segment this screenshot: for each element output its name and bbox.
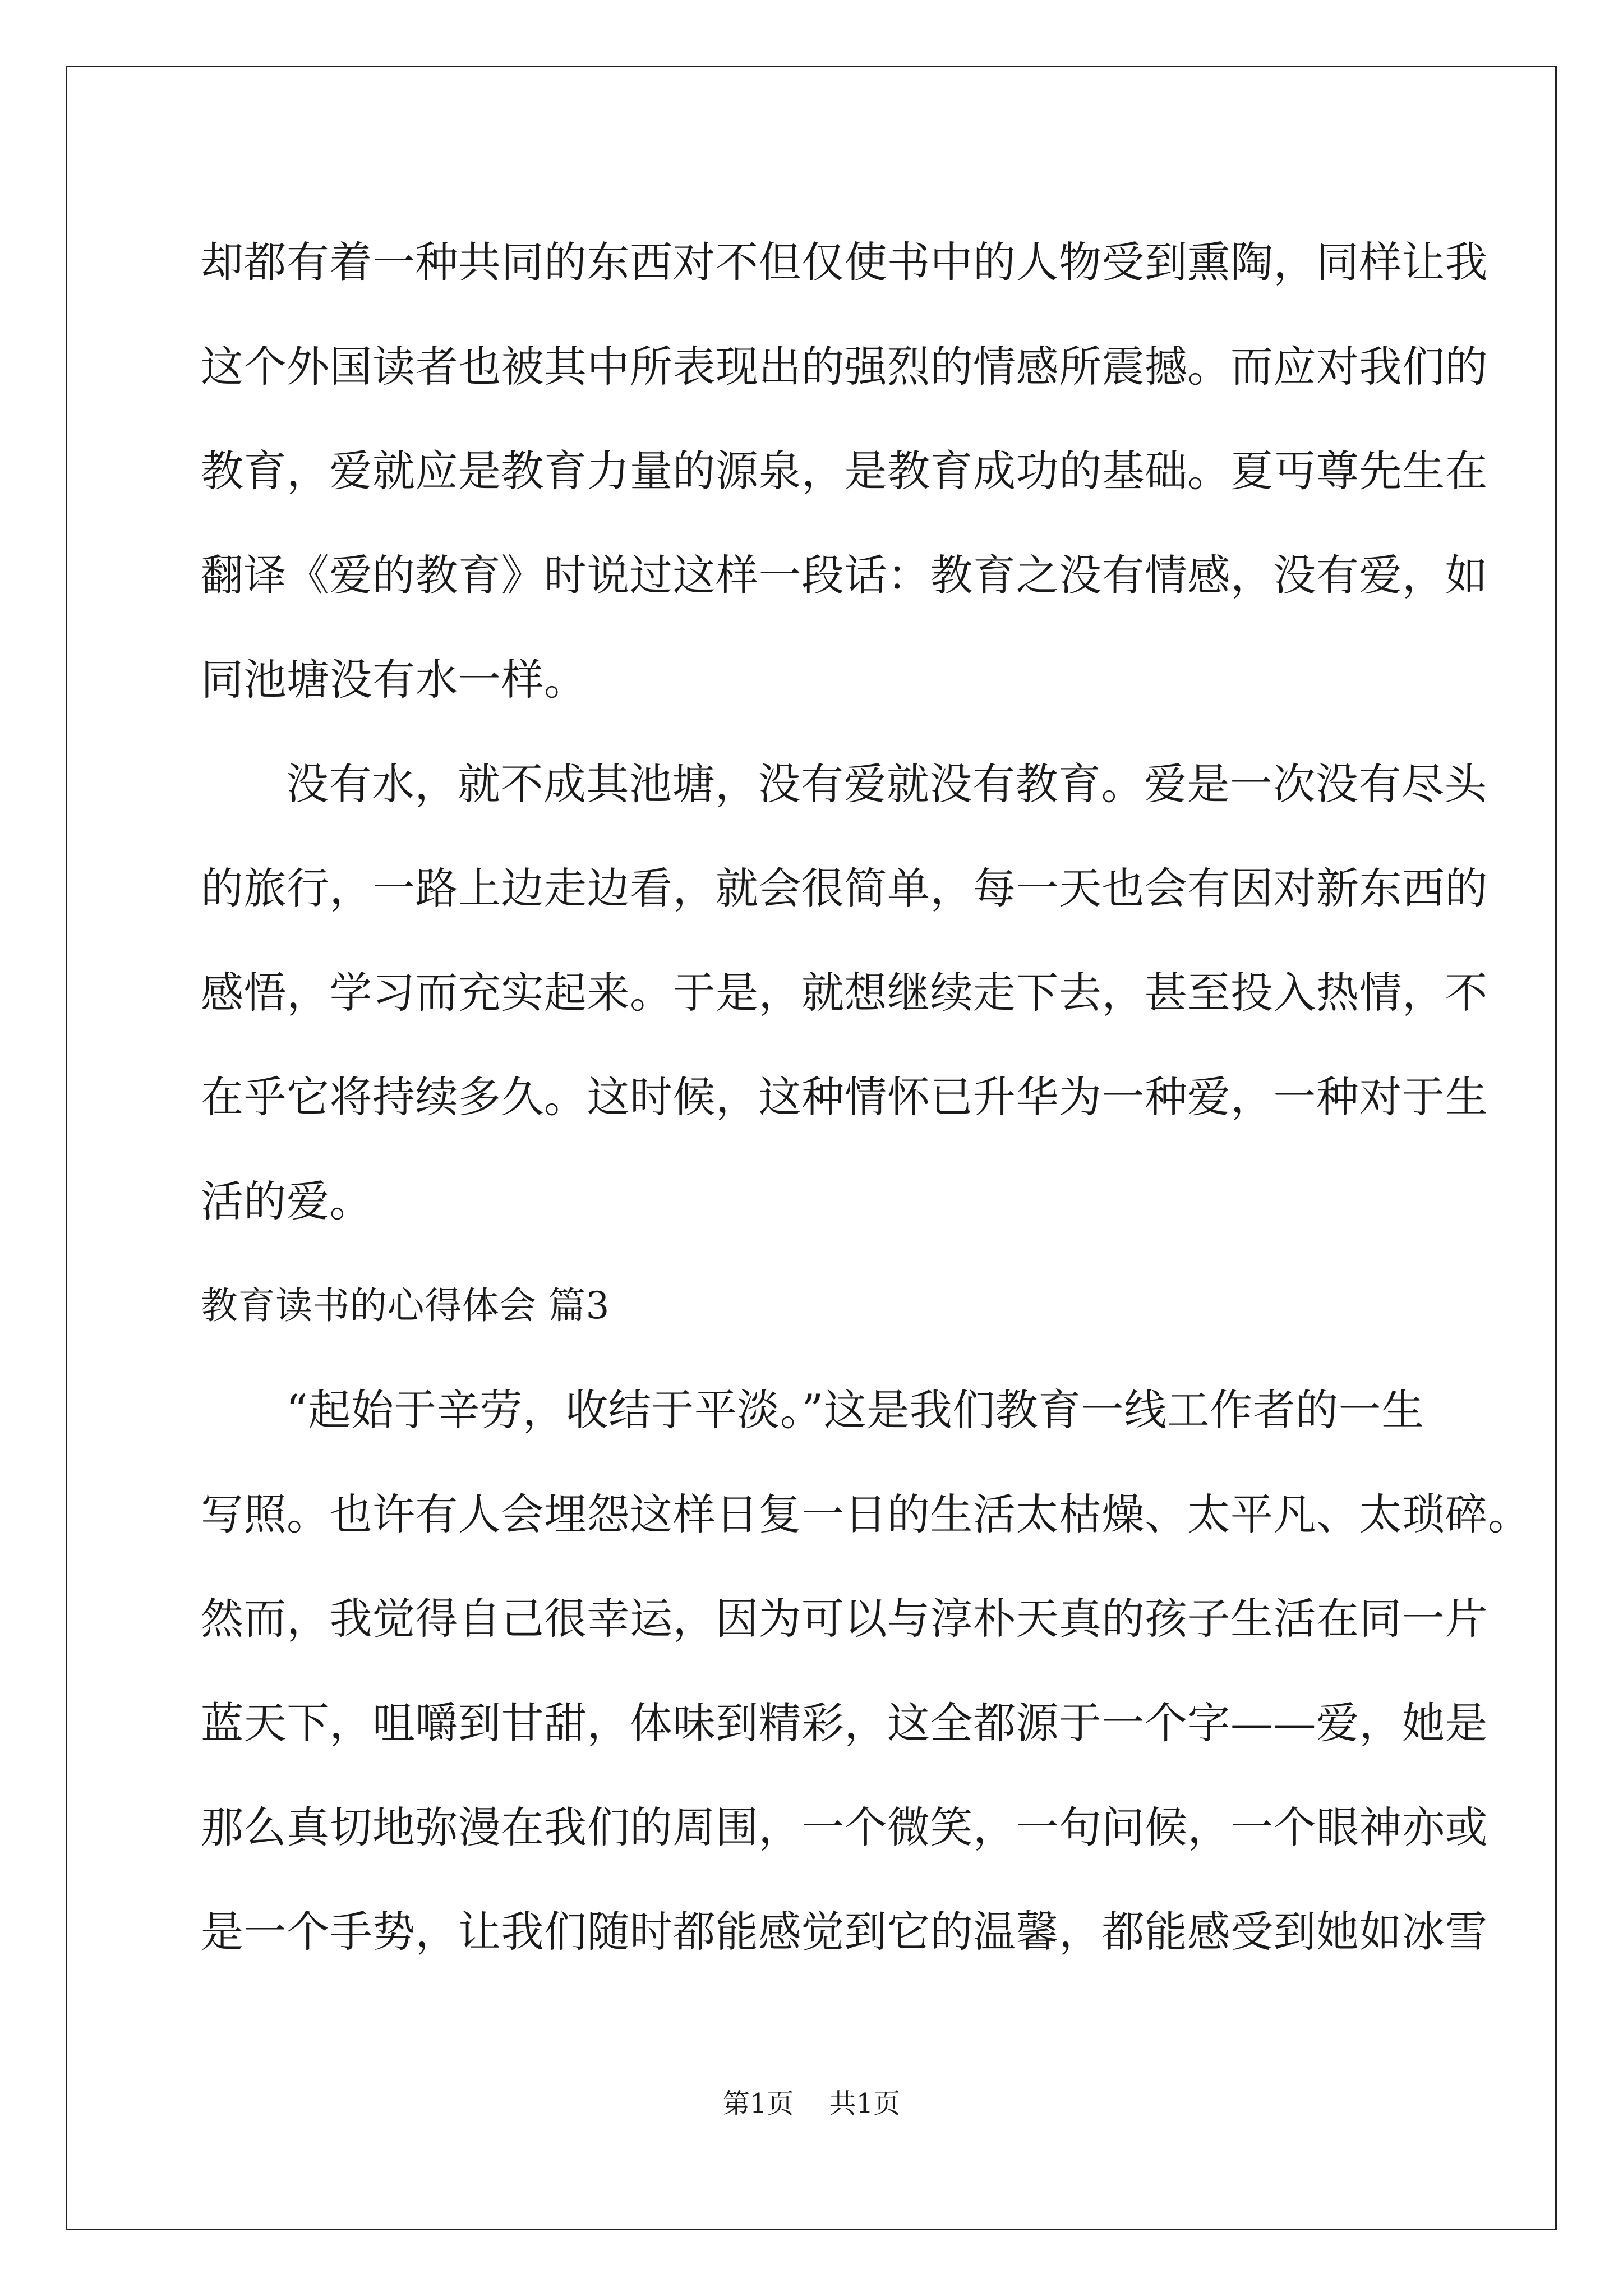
page-footer [0, 2087, 1623, 2120]
text-line: 写照。也许有人会埋怨这样日复一日的生活太枯燥、太平凡、太琐碎。 [201, 1489, 1531, 1539]
page-number-total: 共1页 [829, 2088, 901, 2119]
text-line: 同池塘没有水一样。 [201, 655, 587, 705]
paragraph [201, 210, 1488, 732]
text-line: 然而，我觉得自己很幸运，因为可以与淳朴天真的孩子生活在同一片 [201, 1594, 1488, 1644]
document-body [201, 210, 1531, 1984]
page-number-current: 第1页 [722, 2088, 794, 2119]
text-line: 蓝天下，咀嚼到甘甜，体味到精彩，这全都源于一个字——爱，她是 [201, 1698, 1488, 1748]
paragraph [201, 732, 1488, 1254]
text-line: 的旅行，一路上边走边看，就会很简单，每一天也会有因对新东西的 [201, 863, 1488, 913]
text-line: 那么真切地弥漫在我们的周围，一个微笑，一句问候，一个眼神亦或 [201, 1802, 1488, 1852]
text-line: “起始于辛劳，收结于平淡。”这是我们教育一线工作者的一生 [286, 1385, 1424, 1435]
text-line: 是一个手势，让我们随时都能感觉到它的温馨，都能感受到她如冰雪 [201, 1907, 1488, 1957]
text-line: 活的爱。 [201, 1176, 372, 1226]
text-line: 这个外国读者也被其中所表现出的强烈的情感所震撼。而应对我们的 [201, 342, 1488, 392]
text-line: 感悟，学习而充实起来。于是，就想继续走下去，甚至投入热情，不 [201, 968, 1488, 1018]
text-line: 却都有着一种共同的东西对不但仅使书中的人物受到熏陶，同样让我 [201, 237, 1488, 287]
paragraph [201, 1358, 1531, 1984]
text-line: 教育，爱就应是教育力量的源泉，是教育成功的基础。夏丏尊先生在 [201, 446, 1488, 496]
text-line: 翻译《爱的教育》时说过这样一段话：教育之没有情感，没有爱，如 [201, 550, 1488, 600]
text-line: 在乎它将持续多久。这时候，这种情怀已升华为一种爱，一种对于生 [201, 1072, 1488, 1122]
section-heading: 教育读书的心得体会 篇3 [201, 1284, 610, 1327]
text-line: 没有水，就不成其池塘，没有爱就没有教育。爱是一次没有尽头 [286, 759, 1487, 809]
